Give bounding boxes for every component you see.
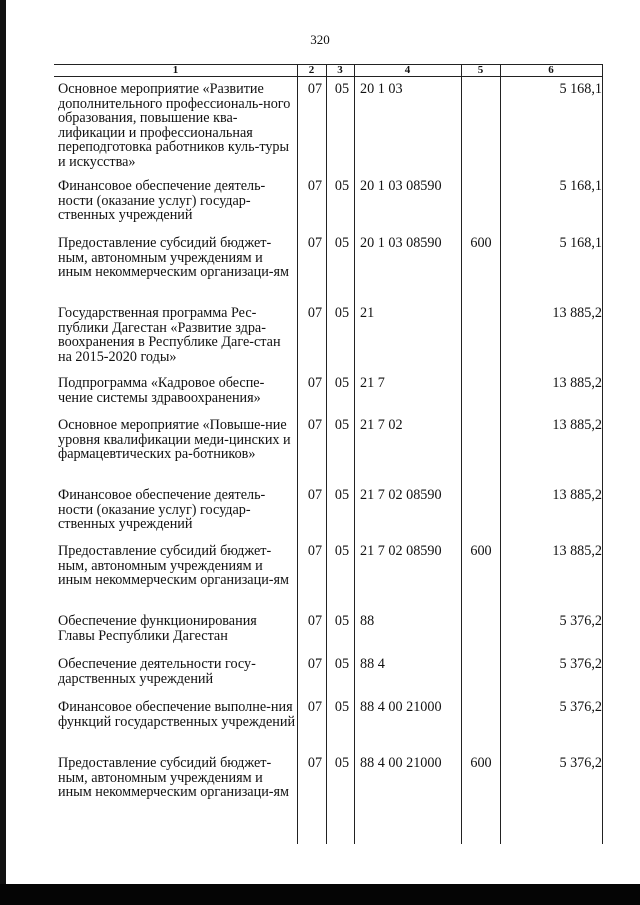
row-amount: 5 376,2 (559, 613, 602, 629)
row-section: 07 (307, 235, 323, 251)
row-description: Обеспечение деятельности госу-дарственных учреждений (58, 656, 256, 687)
row-target-code: 21 7 02 08590 (360, 487, 442, 503)
row-expense-type: 600 (470, 543, 492, 559)
row-amount: 5 168,1 (559, 81, 602, 97)
row-subsection: 05 (334, 235, 350, 251)
row-target-code: 21 7 02 (360, 417, 403, 433)
row-subsection: 05 (334, 417, 350, 433)
row-description: Предоставление субсидий бюджет-ным, автономным учреждениям и иным некоммерческим организаци-ям (58, 235, 290, 281)
row-amount: 13 885,2 (552, 543, 602, 559)
row-subsection: 05 (334, 487, 350, 503)
column-header-4: 4 (404, 64, 411, 76)
row-amount: 5 168,1 (559, 178, 602, 194)
row-description: Предоставление субсидий бюджет-ным, автономным учреждениям и иным некоммерческим организаци-ям (58, 755, 290, 801)
row-target-code: 88 4 00 21000 (360, 755, 442, 771)
row-description: Подпрограмма «Кадровое обеспе-чение системы здравоохранения» (58, 375, 265, 406)
row-section: 07 (307, 417, 323, 433)
row-subsection: 05 (334, 656, 350, 672)
row-subsection: 05 (334, 305, 350, 321)
row-description: Предоставление субсидий бюджет-ным, автономным учреждениям и иным некоммерческим организаци-ям (58, 543, 290, 589)
row-section: 07 (307, 543, 323, 559)
row-section: 07 (307, 656, 323, 672)
row-section: 07 (307, 755, 323, 771)
column-header-3: 3 (337, 64, 343, 76)
row-description: Основное мероприятие «Повыше-ние уровня квалификации меди-цинских и фармацевтических ра-ботников» (58, 417, 291, 463)
row-description: Обеспечение функционирования Главы Республики Дагестан (58, 613, 257, 644)
row-section: 07 (307, 375, 323, 391)
row-target-code: 21 7 (360, 375, 385, 391)
row-target-code: 20 1 03 08590 (360, 178, 442, 194)
col-divider-1 (297, 64, 298, 844)
row-subsection: 05 (334, 178, 350, 194)
row-target-code: 88 4 (360, 656, 385, 672)
scan-bottom-edge (0, 884, 640, 905)
column-header-5: 5 (477, 64, 484, 76)
row-amount: 5 376,2 (559, 699, 602, 715)
col-divider-4 (461, 64, 462, 844)
row-subsection: 05 (334, 375, 350, 391)
row-description: Финансовое обеспечение выполне-ния функций государственных учреждений (58, 699, 296, 730)
row-subsection: 05 (334, 613, 350, 629)
row-amount: 5 168,1 (559, 235, 602, 251)
row-subsection: 05 (334, 699, 350, 715)
column-header-1: 1 (172, 64, 179, 76)
row-subsection: 05 (334, 543, 350, 559)
header-bottom-rule (54, 76, 602, 77)
row-description: Государственная программа Рес-публики Дагестан «Развитие здра-воохранения в Республике Даге-стан на 2015-2020 годы» (58, 305, 281, 365)
row-section: 07 (307, 81, 323, 97)
budget-table (54, 64, 618, 844)
row-target-code: 88 4 00 21000 (360, 699, 442, 715)
row-section: 07 (307, 487, 323, 503)
row-amount: 5 376,2 (559, 755, 602, 771)
row-target-code: 20 1 03 08590 (360, 235, 442, 251)
row-expense-type: 600 (470, 235, 492, 251)
row-amount: 13 885,2 (552, 375, 602, 391)
row-subsection: 05 (334, 755, 350, 771)
column-header-2: 2 (308, 64, 315, 76)
row-target-code: 21 (360, 305, 375, 321)
row-expense-type: 600 (470, 755, 492, 771)
row-amount: 13 885,2 (552, 487, 602, 503)
page-number: 320 (310, 32, 330, 47)
row-target-code: 88 (360, 613, 375, 629)
scan-edge (0, 0, 6, 905)
col-divider-6 (602, 64, 603, 844)
row-subsection: 05 (334, 81, 350, 97)
row-description: Финансовое обеспечение деятель-ности (оказание услуг) государ-ственных учреждений (58, 178, 266, 224)
row-amount: 13 885,2 (552, 417, 602, 433)
row-amount: 13 885,2 (552, 305, 602, 321)
col-divider-5 (500, 64, 501, 844)
column-header-6: 6 (548, 64, 554, 76)
row-amount: 5 376,2 (559, 656, 602, 672)
row-target-code: 20 1 03 (360, 81, 403, 97)
row-section: 07 (307, 305, 323, 321)
row-section: 07 (307, 178, 323, 194)
row-description: Основное мероприятие «Развитие дополнительного профессиональ-ного образования, повышение ква-лификации и профессиональная переподготовка работников куль-туры и искусства» (58, 81, 291, 170)
col-divider-3 (354, 64, 355, 844)
row-section: 07 (307, 699, 323, 715)
row-section: 07 (307, 613, 323, 629)
row-target-code: 21 7 02 08590 (360, 543, 442, 559)
row-description: Финансовое обеспечение деятель-ности (оказание услуг) государ-ственных учреждений (58, 487, 266, 533)
